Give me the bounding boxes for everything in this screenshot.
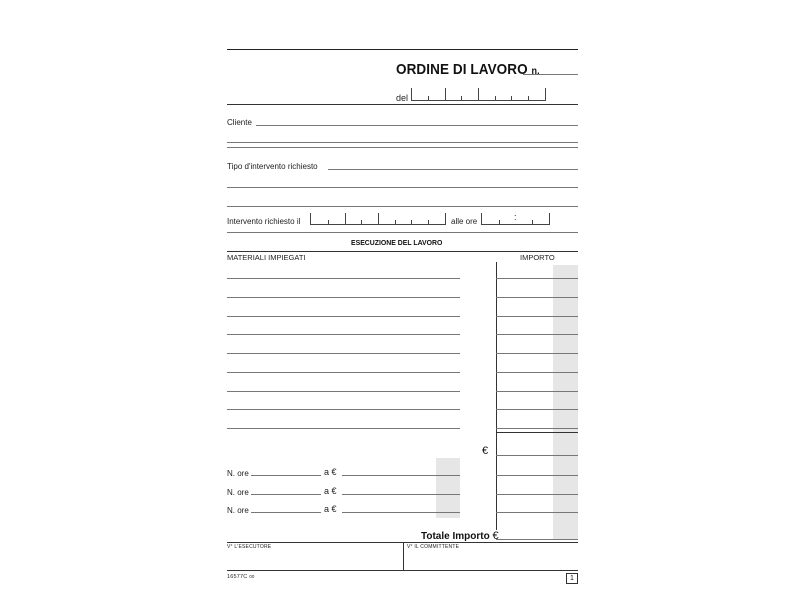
date-tick (395, 220, 396, 224)
page-number: 1 (566, 573, 578, 584)
total-text: Totale Importo (421, 531, 490, 542)
executor-label: V° L'ESECUTORE (227, 544, 272, 550)
intervention-divider (227, 232, 578, 233)
amount-line[interactable] (496, 428, 578, 429)
client-line-2[interactable] (227, 142, 578, 143)
requested-time-field[interactable] (481, 213, 550, 225)
date-tick (511, 96, 512, 100)
client-field[interactable] (256, 125, 578, 126)
date-tick (478, 88, 479, 100)
material-line[interactable] (227, 428, 460, 429)
rate-field[interactable] (342, 475, 460, 476)
amount-decimals-shade (553, 265, 578, 540)
document-title (396, 61, 540, 78)
date-tick (361, 220, 362, 224)
materials-subtotal-currency: € (482, 445, 489, 457)
amount-line[interactable] (496, 372, 578, 373)
date-tick (378, 213, 379, 224)
total-label (421, 530, 499, 542)
hours-label: N. ore (227, 506, 249, 515)
hours-field[interactable] (251, 494, 321, 495)
amount-line[interactable] (496, 278, 578, 279)
hours-field[interactable] (251, 475, 321, 476)
material-line[interactable] (227, 391, 460, 392)
material-line[interactable] (227, 297, 460, 298)
date-tick (495, 96, 496, 100)
rate-label: a € (324, 486, 337, 496)
amount-line[interactable] (496, 353, 578, 354)
rate-field[interactable] (342, 494, 460, 495)
date-tick (328, 220, 329, 224)
material-line[interactable] (227, 372, 460, 373)
time-label: alle ore (451, 217, 478, 226)
client-label: Cliente (227, 118, 252, 127)
hours-field[interactable] (251, 512, 321, 513)
order-date-field[interactable] (411, 88, 546, 101)
rate-label: a € (324, 467, 337, 477)
execution-section-title: ESECUZIONE DEL LAVORO (351, 238, 443, 247)
material-line[interactable] (227, 409, 460, 410)
amount-line[interactable] (496, 391, 578, 392)
number-label: n. (531, 66, 540, 77)
client-signature-label: V° IL COMMITTENTE (407, 544, 460, 550)
form-code (227, 574, 255, 580)
material-line[interactable] (227, 353, 460, 354)
material-line[interactable] (227, 278, 460, 279)
execution-divider (227, 251, 578, 252)
top-rule (227, 49, 578, 50)
time-tick (532, 220, 533, 224)
requested-date-field[interactable] (310, 213, 446, 225)
intervention-type-label: Tipo d'intervento richiesto (227, 162, 318, 171)
material-line[interactable] (227, 334, 460, 335)
form-code-text: 16577C (227, 574, 248, 580)
total-field[interactable] (496, 539, 578, 540)
material-line[interactable] (227, 316, 460, 317)
signature-bottom-rule (227, 570, 578, 571)
executor-signature-area[interactable] (227, 550, 402, 570)
time-tick (499, 220, 500, 224)
materials-header: MATERIALI IMPIEGATI (227, 253, 306, 262)
client-line-3[interactable] (227, 147, 578, 148)
date-tick (428, 220, 429, 224)
amount-line[interactable] (496, 409, 578, 410)
materials-subtotal-field[interactable] (496, 455, 578, 456)
requested-on-label: Intervento richiesto il (227, 217, 301, 226)
order-number-field[interactable] (523, 74, 578, 75)
hours-amount-shade (436, 458, 460, 518)
intervention-line-3[interactable] (227, 206, 578, 207)
date-tick (411, 220, 412, 224)
amount-header: IMPORTO (520, 253, 555, 262)
date-tick (528, 96, 529, 100)
amount-column-border (496, 265, 497, 530)
amount-column-tick (496, 262, 497, 268)
amount-line[interactable] (496, 334, 578, 335)
materials-subtotal-rule (496, 432, 578, 433)
time-separator: : (514, 212, 517, 222)
total-currency: € (492, 530, 499, 542)
form-code-suffix: 00 (249, 574, 255, 579)
client-signature-area[interactable] (404, 550, 578, 570)
date-label: del (396, 93, 409, 103)
hours-amount-line[interactable] (496, 475, 578, 476)
date-tick (345, 213, 346, 224)
intervention-line-2[interactable] (227, 187, 578, 188)
amount-line[interactable] (496, 316, 578, 317)
date-tick (428, 96, 429, 100)
rate-label: a € (324, 504, 337, 514)
date-tick (461, 96, 462, 100)
hours-amount-line[interactable] (496, 512, 578, 513)
date-tick (445, 88, 446, 100)
hours-label: N. ore (227, 488, 249, 497)
intervention-type-field[interactable] (328, 169, 578, 170)
title-text: ORDINE DI LAVORO (396, 61, 528, 78)
amount-line[interactable] (496, 297, 578, 298)
header-divider (227, 104, 578, 105)
rate-field[interactable] (342, 512, 460, 513)
hours-label: N. ore (227, 469, 249, 478)
hours-amount-line[interactable] (496, 494, 578, 495)
